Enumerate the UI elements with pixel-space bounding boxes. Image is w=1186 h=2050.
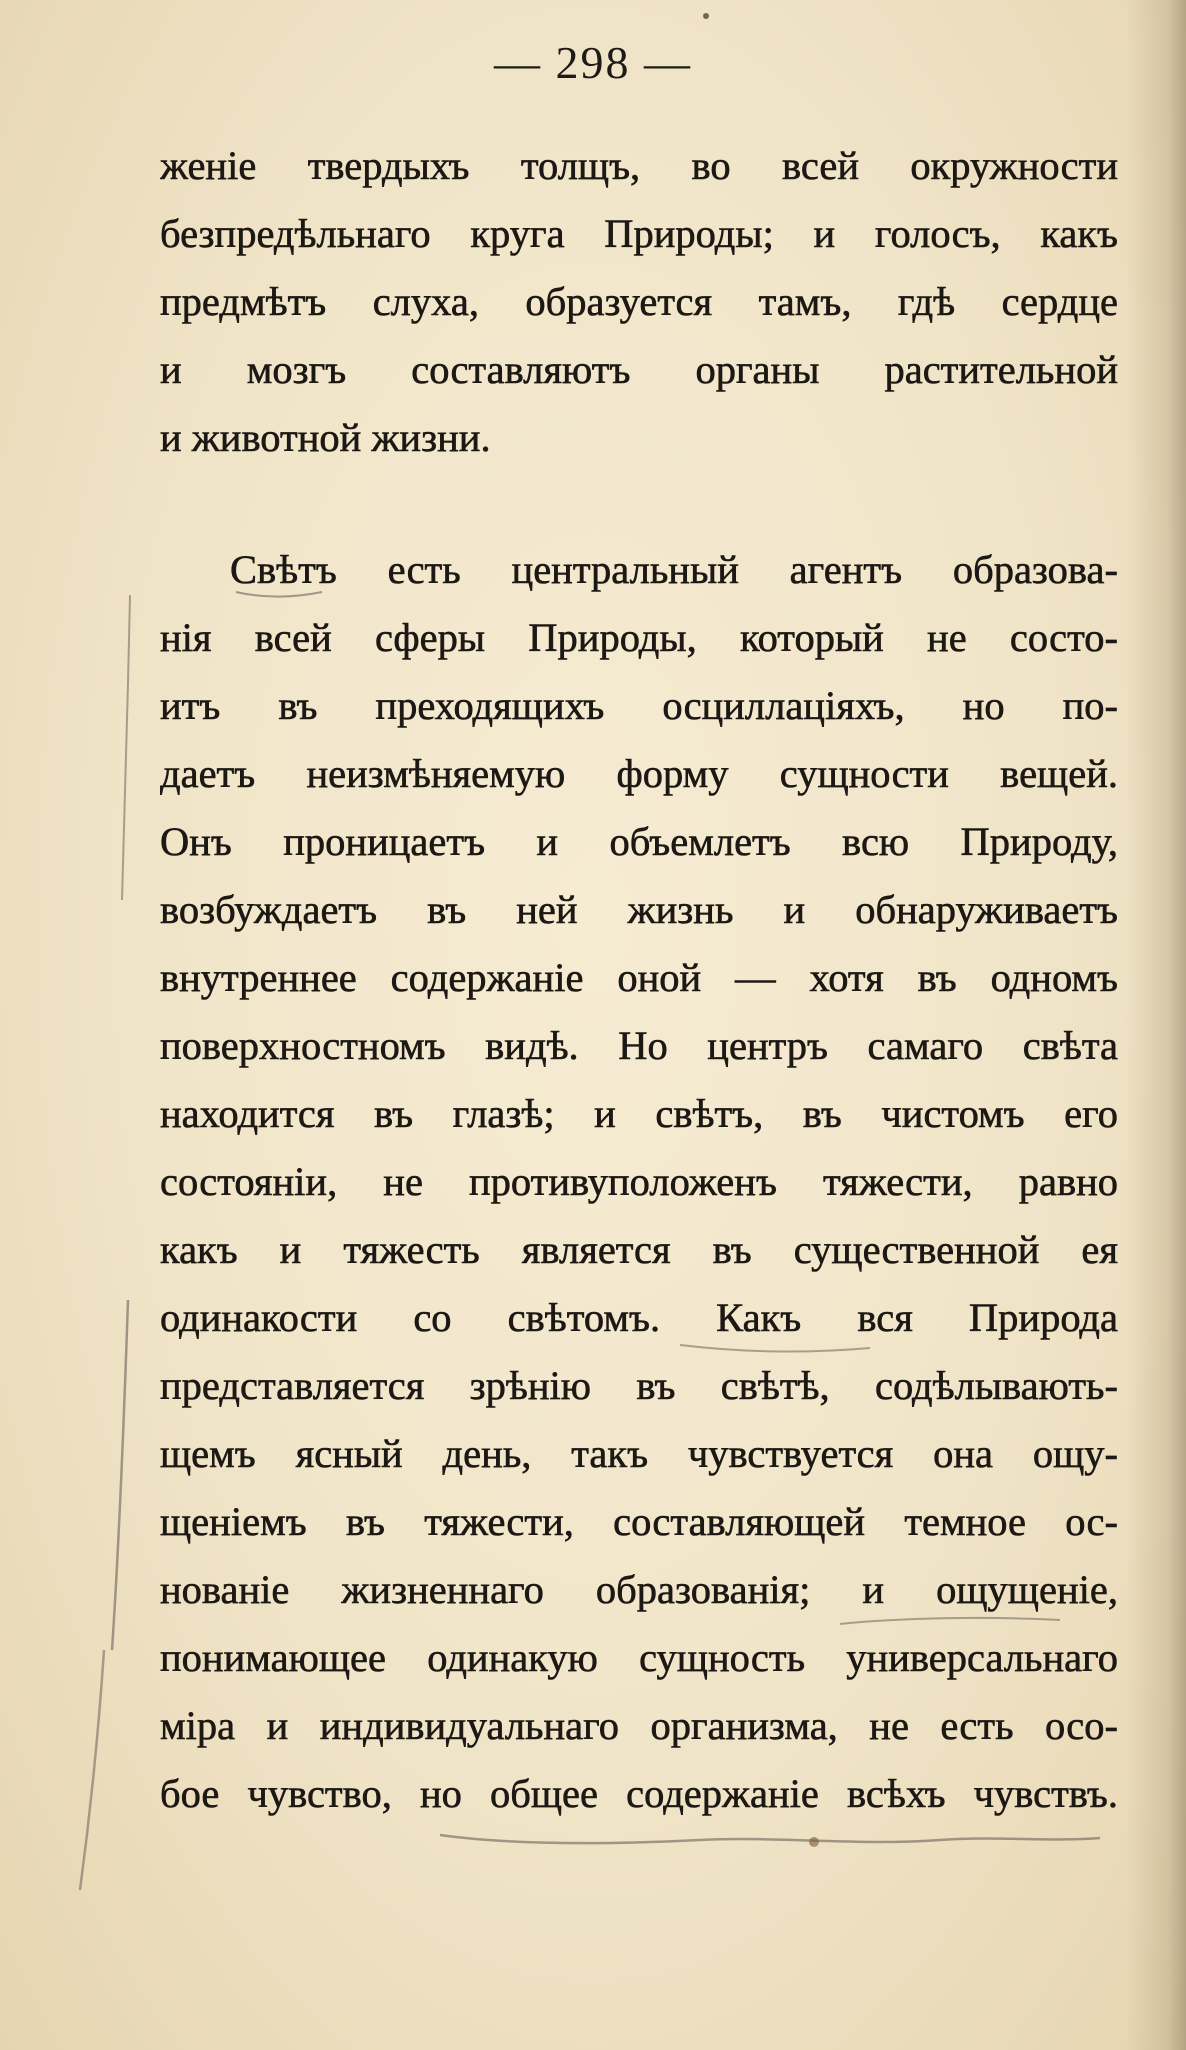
text-line: нованіе жизненнаго образованія; и ощущеніе, xyxy=(160,1567,1118,1612)
text-line: и животной жизни. xyxy=(160,415,491,460)
text-line: состояніи, не противуположенъ тяжести, равно xyxy=(160,1159,1118,1204)
page-number: — 298 — xyxy=(494,37,692,88)
text-line: и мозгъ составляютъ органы растительной xyxy=(160,347,1118,392)
text-line: какъ и тяжесть является въ существенной ея xyxy=(160,1227,1118,1272)
text-line: щемъ ясный день, такъ чувствуется она ощу- xyxy=(160,1431,1118,1476)
text-line: предмѣтъ слуха, образуется тамъ, гдѣ сердце xyxy=(160,279,1118,324)
underline-mark xyxy=(440,1835,1100,1843)
text-line: понимающее одинакую сущность универсальнаго xyxy=(160,1635,1118,1680)
text-line: одинакости со свѣтомъ. Какъ вся Природа xyxy=(160,1295,1118,1340)
ink-spot xyxy=(703,13,709,19)
text-line: Свѣтъ есть центральный агентъ образова- xyxy=(230,547,1118,592)
text-line: безпредѣльнаго круга Природы; и голосъ, какъ xyxy=(160,211,1118,256)
text-line: женіе твердыхъ толщъ, во всей окружности xyxy=(160,143,1118,188)
text-line: представляется зрѣнію въ свѣтѣ, содѣлывають- xyxy=(160,1363,1118,1408)
margin-pencil-line xyxy=(112,1300,128,1650)
text-line: внутреннее содержаніе оной — хотя въ одномъ xyxy=(160,955,1118,1000)
paragraph-2 xyxy=(160,536,1118,1828)
text-line: щеніемъ въ тяжести, составляющей темное ос- xyxy=(160,1499,1118,1544)
margin-pencil-line xyxy=(80,1650,104,1890)
text-line: Онъ проницаетъ и объемлетъ всю Природу, xyxy=(160,819,1118,864)
text-line: возбуждаетъ въ ней жизнь и обнаруживаетъ xyxy=(160,887,1118,932)
text-line: поверхностномъ видѣ. Но центръ самаго свѣта xyxy=(160,1023,1118,1068)
text-line: находится въ глазѣ; и свѣтъ, въ чистомъ его xyxy=(160,1091,1118,1136)
text-line: нія всей сферы Природы, который не состо- xyxy=(160,615,1118,660)
text-line: даетъ неизмѣняемую форму сущности вещей. xyxy=(160,751,1118,796)
text-line: итъ въ преходящихъ осциллаціяхъ, но по- xyxy=(160,683,1118,728)
paragraph-1 xyxy=(160,132,1118,472)
text-line: міра и индивидуальнаго организма, не есть осо- xyxy=(160,1703,1118,1748)
ink-spot xyxy=(809,1837,819,1847)
text-line: бое чувство, но общее содержаніе всѣхъ чувствъ. xyxy=(160,1771,1118,1816)
margin-pencil-line xyxy=(122,595,130,900)
spine-shadow xyxy=(1126,0,1186,2050)
